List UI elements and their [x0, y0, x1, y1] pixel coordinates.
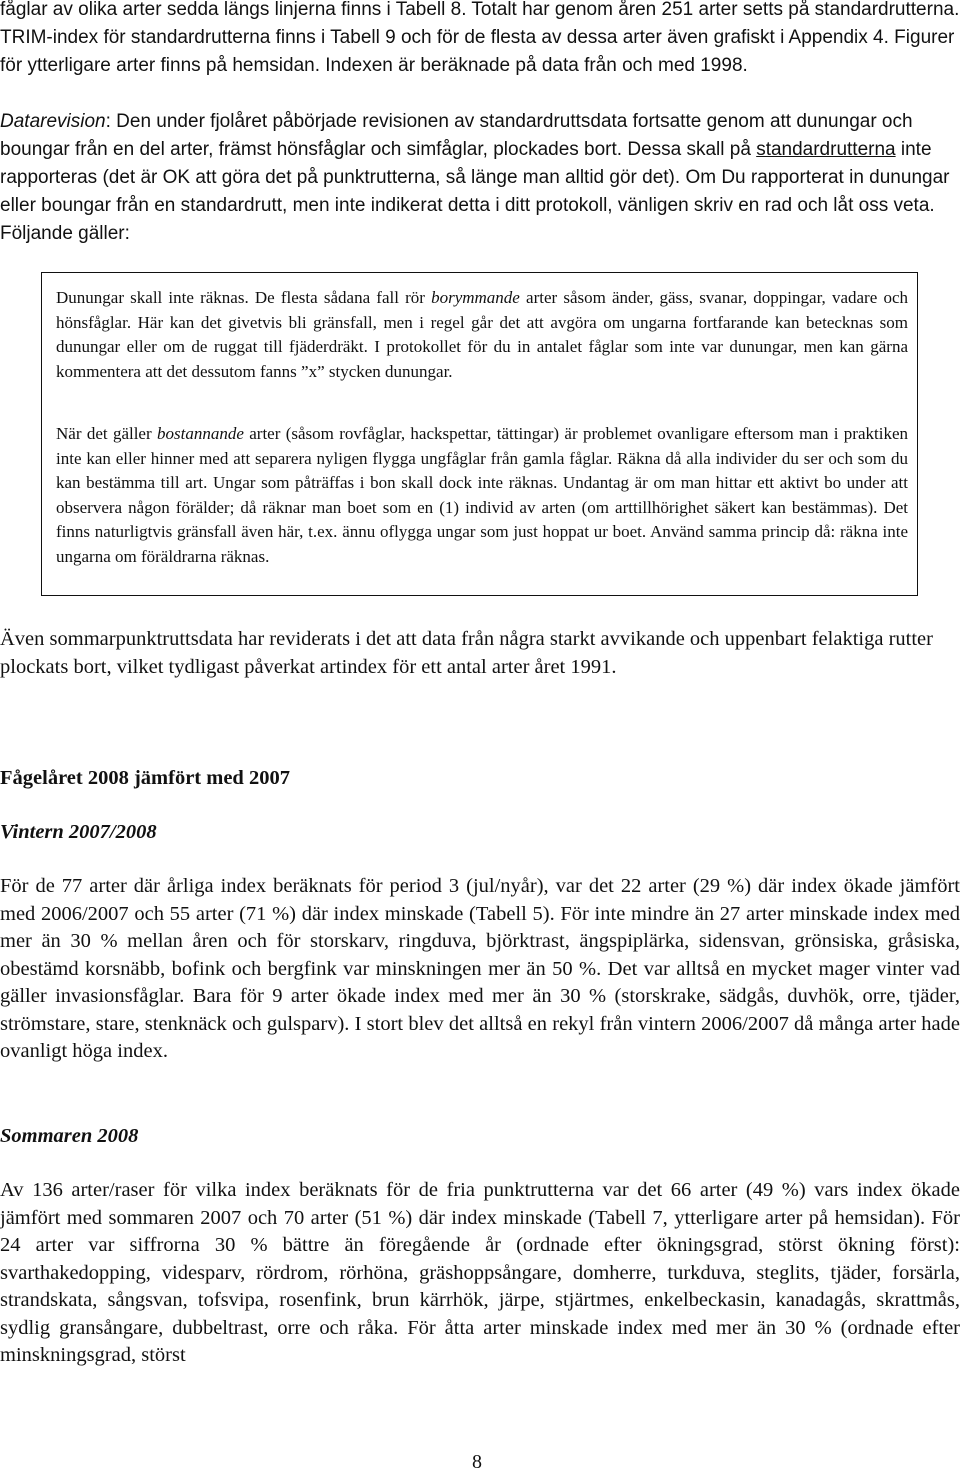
datarevision-paragraph [0, 108, 960, 248]
box-paragraph-bostannande [56, 422, 908, 570]
subheading-vintern: Vintern 2007/2008 [0, 821, 157, 843]
box-p1-text-b: arter såsom änder, gäss, svanar, doppingar, vadare och hönsfåglar. Här kan det givetvis bli gränsfall, men i regel går det att avgöra om ungarna fortfarande kan betecknas som dunungar eller om de ruggat till fjäderdräkt. I protokollet för du in antalet fåglar som inte var dunungar, men kan gärna kommentera att det dessutom fanns ”x” stycken dunungar. [56, 288, 908, 381]
box-p1-text-a: Dunungar skall inte räknas. De flesta sådana fall rör [56, 288, 432, 307]
datarevision-text-1: : Den under fjolåret påbörjade revisionen av standardruttsdata fortsatte genom att dunungar och boungar från en del arter, främst hönsfåglar och simfåglar, plockades bort. Dessa skall på [0, 111, 913, 160]
vintern-paragraph: För de 77 arter där årliga index beräknats för period 3 (jul/nyår), var det 22 arter (29 %) där index ökade jämfört med 2006/2007 och 55 arter (71 %) där index minskade (Tabell 5). För inte mindre än 27 arter minskade index med mer än 30 % mellan åren och för storskarv, ringduva, björktrast, ängspiplärka, sidensvan, grönsiska, gråsiska, obestämd korsnäbb, bofink och bergfink var minskningen mer än 50 %. Det var alltså en mycket mager vinter vad gäller invasionsfåglar. Bara för 9 arter ökade index med mer än 30 % (storskrake, sädgås, duvhök, orre, tjäder, strömstare, stare, stenknäck och gulsparv). I stort blev det alltså en rekyl från vintern 2006/2007 då många arter hade ovanligt höga index. [0, 875, 960, 1062]
datarevision-label: Datarevision [0, 111, 106, 132]
section-heading: Fågelåret 2008 jämfört med 2007 [0, 767, 290, 789]
intro-paragraph [0, 0, 960, 80]
intro-text: fåglar av olika arter sedda längs linjerna finns i Tabell 8. Totalt har genom åren 251 arter setts på standardrutterna. TRIM-index för standardrutterna finns i Tabell 9 och för de flesta av dessa arter även grafiskt i Appendix 4. Figurer för ytterligare arter finns på hemsidan. Indexen är beräknade på data från och med 1998. [0, 0, 960, 76]
rules-box [41, 272, 918, 596]
subheading-sommaren: Sommaren 2008 [0, 1125, 139, 1147]
box-paragraph-dunungar [56, 286, 908, 384]
box-p2-text-a: När det gäller [56, 424, 157, 443]
sommaren-paragraph: Av 136 arter/raser för vilka index beräknats för de fria punktrutterna var det 66 arter (49 %) vars index ökade jämfört med sommaren 2007 och 70 arter (51 %) där index minskade (Tabell 7, ytterligare arter på hemsidan). För 24 arter var siffrorna 30 % bättre än föregående år (ordnade efter ökningsgrad, störst ökning först): svarthakedopping, videsparv, rördrom, rörhöna, gräshoppsångare, domherre, turkduva, steglits, tjäder, forsärla, strandskata, sångsvan, tofsvipa, rosenfink, brun kärrhök, järpe, stjärtmes, enkelbeckasin, kanadagås, skrattmås, sydlig gransångare, dubbeltrast, orre och råka. För åtta arter minskade index med mer än 30 % (ordnade efter minskningsgrad, störst [0, 1179, 960, 1366]
datarevision-underlined: standardrutterna [756, 139, 896, 160]
sommarpunkt-paragraph: Även sommarpunktruttsdata har reviderats i det att data från några starkt avvikande och uppenbart felaktiga rutter plockats bort, vilket tydligast påverkat artindex för ett antal arter året 1991. [0, 628, 933, 678]
page-number: 8 [472, 1451, 482, 1473]
box-p2-emphasis: bostannande [157, 424, 244, 443]
box-p1-emphasis: borymmande [431, 288, 520, 307]
datarevision-text-2: inte rapporteras (det är OK att göra det på punktrutterna, så länge man alltid gör det). Om Du rapporterat in dunungar eller boungar från en standardrutt, men inte indikerat detta i ditt protokoll, vänligen skriv en rad och låt oss veta. Följande gäller: [0, 139, 950, 244]
box-p2-text-b: arter (såsom rovfåglar, hackspettar, tättingar) är problemet ovanligare eftersom man i praktiken inte kan eller hinner med att separera nyligen flygga ungfåglar från gamla fåglar. Räkna då alla individer du ser och som du kan bestämma till art. Ungar som påträffas i bon skall dock inte räknas. Undantag är om man hittar ett aktivt bo under att observera någon förälder; då räknar man boet som en (1) individ av arten (om arttillhörighet säkert kan bestämmas). Det finns naturligtvis gränsfall även här, t.ex. ännu oflygga ungar som just hoppat ur boet. Använd samma princip då: räkna inte ungarna om föräldrarna räknas. [56, 424, 909, 566]
